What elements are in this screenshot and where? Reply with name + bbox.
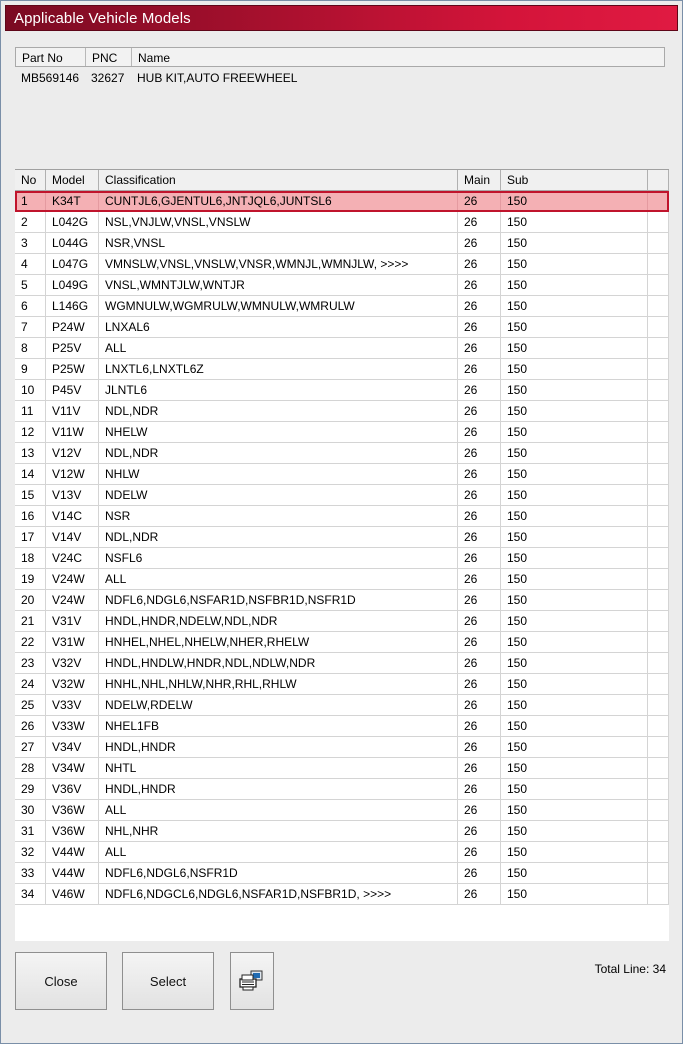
row-classification-cell: VNSL,WMNTJLW,WNTJR [99, 275, 458, 295]
row-model-cell: V12W [46, 464, 99, 484]
row-classification-cell: NDFL6,NDGL6,NSFR1D [99, 863, 458, 883]
row-model-cell: P24W [46, 317, 99, 337]
row-classification-cell: HNDL,HNDR [99, 737, 458, 757]
row-classification-cell: NDL,NDR [99, 401, 458, 421]
row-no-cell: 30 [15, 800, 46, 820]
row-model-cell: V31V [46, 611, 99, 631]
row-no-cell: 15 [15, 485, 46, 505]
row-main-cell: 26 [458, 338, 501, 358]
row-model-cell: V44W [46, 863, 99, 883]
row-main-cell: 26 [458, 569, 501, 589]
row-no-cell: 33 [15, 863, 46, 883]
row-classification-cell: NDELW [99, 485, 458, 505]
row-no-cell: 2 [15, 212, 46, 232]
row-model-cell: P25V [46, 338, 99, 358]
row-no-cell: 10 [15, 380, 46, 400]
row-model-cell: V24W [46, 590, 99, 610]
row-sub-cell: 150 [501, 527, 648, 547]
part-name-value: HUB KIT,AUTO FREEWHEEL [137, 71, 298, 85]
window-title: Applicable Vehicle Models [14, 10, 191, 27]
column-header-classification[interactable]: Classification [99, 170, 458, 190]
row-classification-cell: HNDL,HNDLW,HNDR,NDL,NDLW,NDR [99, 653, 458, 673]
row-main-cell: 26 [458, 548, 501, 568]
row-sub-cell: 150 [501, 863, 648, 883]
row-no-cell: 5 [15, 275, 46, 295]
row-no-cell: 29 [15, 779, 46, 799]
row-main-cell: 26 [458, 275, 501, 295]
row-no-cell: 34 [15, 884, 46, 904]
row-filler-cell [648, 632, 669, 652]
row-no-cell: 6 [15, 296, 46, 316]
row-main-cell: 26 [458, 191, 501, 211]
row-main-cell: 26 [458, 296, 501, 316]
row-model-cell: P25W [46, 359, 99, 379]
row-filler-cell [648, 359, 669, 379]
row-main-cell: 26 [458, 380, 501, 400]
row-filler-cell [648, 779, 669, 799]
part-info-row[interactable] [15, 69, 665, 89]
table-header [15, 170, 669, 191]
row-classification-cell: WGMNULW,WGMRULW,WMNULW,WMRULW [99, 296, 458, 316]
part-header-row [15, 47, 665, 67]
row-classification-cell: HNHL,NHL,NHLW,NHR,RHL,RHLW [99, 674, 458, 694]
row-sub-cell: 150 [501, 464, 648, 484]
row-main-cell: 26 [458, 674, 501, 694]
row-main-cell: 26 [458, 506, 501, 526]
row-filler-cell [648, 485, 669, 505]
row-no-cell: 17 [15, 527, 46, 547]
row-classification-cell: VMNSLW,VNSL,VNSLW,VNSR,WMNJL,WMNJLW, >>>> [99, 254, 458, 274]
table-row[interactable] [15, 296, 669, 317]
table-row[interactable] [15, 359, 669, 380]
row-model-cell: V36W [46, 800, 99, 820]
row-classification-cell: NHEL1FB [99, 716, 458, 736]
row-classification-cell: NHLW [99, 464, 458, 484]
row-no-cell: 14 [15, 464, 46, 484]
row-classification-cell: NSR [99, 506, 458, 526]
column-header-no[interactable]: No [15, 170, 46, 190]
row-filler-cell [648, 338, 669, 358]
row-main-cell: 26 [458, 842, 501, 862]
row-sub-cell: 150 [501, 842, 648, 862]
row-sub-cell: 150 [501, 548, 648, 568]
printer-icon [237, 970, 267, 992]
row-main-cell: 26 [458, 422, 501, 442]
row-filler-cell [648, 863, 669, 883]
row-main-cell: 26 [458, 863, 501, 883]
row-classification-cell: HNHEL,NHEL,NHELW,NHER,RHELW [99, 632, 458, 652]
pnc-value: 32627 [91, 71, 125, 85]
row-sub-cell: 150 [501, 800, 648, 820]
close-button[interactable]: Close [15, 952, 107, 1010]
table-row[interactable] [15, 674, 669, 695]
row-sub-cell: 150 [501, 254, 648, 274]
table-row[interactable] [15, 254, 669, 275]
row-main-cell: 26 [458, 212, 501, 232]
row-classification-cell: NHTL [99, 758, 458, 778]
row-model-cell: V34V [46, 737, 99, 757]
table-row[interactable] [15, 884, 669, 905]
table-row[interactable] [15, 233, 669, 254]
row-classification-cell: NDL,NDR [99, 443, 458, 463]
row-sub-cell: 150 [501, 212, 648, 232]
row-main-cell: 26 [458, 716, 501, 736]
row-sub-cell: 150 [501, 758, 648, 778]
row-sub-cell: 150 [501, 884, 648, 904]
row-model-cell: V11W [46, 422, 99, 442]
row-model-cell: V12V [46, 443, 99, 463]
column-header-model[interactable]: Model [46, 170, 99, 190]
row-model-cell: L047G [46, 254, 99, 274]
row-model-cell: V13V [46, 485, 99, 505]
row-sub-cell: 150 [501, 611, 648, 631]
row-model-cell: V33W [46, 716, 99, 736]
table-row[interactable] [15, 863, 669, 884]
row-main-cell: 26 [458, 254, 501, 274]
row-filler-cell [648, 716, 669, 736]
table-row[interactable] [15, 653, 669, 674]
row-no-cell: 20 [15, 590, 46, 610]
row-no-cell: 8 [15, 338, 46, 358]
row-classification-cell: NDELW,RDELW [99, 695, 458, 715]
row-no-cell: 23 [15, 653, 46, 673]
row-main-cell: 26 [458, 653, 501, 673]
row-filler-cell [648, 800, 669, 820]
row-sub-cell: 150 [501, 191, 648, 211]
row-filler-cell [648, 254, 669, 274]
row-model-cell: V44W [46, 842, 99, 862]
table-row[interactable] [15, 485, 669, 506]
column-header-pnc[interactable]: PNC [86, 48, 132, 66]
row-no-cell: 7 [15, 317, 46, 337]
row-main-cell: 26 [458, 821, 501, 841]
row-classification-cell: ALL [99, 842, 458, 862]
row-filler-cell [648, 380, 669, 400]
row-model-cell: V32W [46, 674, 99, 694]
row-model-cell: L146G [46, 296, 99, 316]
row-model-cell: V14C [46, 506, 99, 526]
table-row[interactable] [15, 275, 669, 296]
column-header-sub[interactable]: Sub [501, 170, 648, 190]
row-no-cell: 31 [15, 821, 46, 841]
table-row[interactable] [15, 464, 669, 485]
row-no-cell: 3 [15, 233, 46, 253]
row-sub-cell: 150 [501, 632, 648, 652]
select-button[interactable]: Select [122, 952, 214, 1010]
row-main-cell: 26 [458, 233, 501, 253]
row-sub-cell: 150 [501, 569, 648, 589]
row-main-cell: 26 [458, 632, 501, 652]
row-main-cell: 26 [458, 884, 501, 904]
row-model-cell: V33V [46, 695, 99, 715]
row-classification-cell: NDFL6,NDGCL6,NDGL6,NSFAR1D,NSFBR1D, >>>> [99, 884, 458, 904]
row-classification-cell: HNDL,HNDR [99, 779, 458, 799]
row-sub-cell: 150 [501, 779, 648, 799]
row-classification-cell: NDL,NDR [99, 527, 458, 547]
table-row[interactable] [15, 338, 669, 359]
row-classification-cell: HNDL,HNDR,NDELW,NDL,NDR [99, 611, 458, 631]
row-classification-cell: NSL,VNJLW,VNSL,VNSLW [99, 212, 458, 232]
table-row[interactable] [15, 569, 669, 590]
row-sub-cell: 150 [501, 506, 648, 526]
table-row[interactable] [15, 401, 669, 422]
table-row[interactable] [15, 317, 669, 338]
row-main-cell: 26 [458, 317, 501, 337]
row-classification-cell: ALL [99, 569, 458, 589]
table-row[interactable] [15, 212, 669, 233]
row-model-cell: L044G [46, 233, 99, 253]
table-body [15, 191, 669, 905]
row-filler-cell [648, 548, 669, 568]
row-filler-cell [648, 422, 669, 442]
row-filler-cell [648, 317, 669, 337]
row-classification-cell: NSR,VNSL [99, 233, 458, 253]
table-row[interactable] [15, 758, 669, 779]
row-sub-cell: 150 [501, 359, 648, 379]
row-no-cell: 12 [15, 422, 46, 442]
table-row[interactable] [15, 590, 669, 611]
table-row[interactable] [15, 842, 669, 863]
row-main-cell: 26 [458, 737, 501, 757]
row-main-cell: 26 [458, 359, 501, 379]
row-no-cell: 28 [15, 758, 46, 778]
table-row[interactable] [15, 737, 669, 758]
row-model-cell: K34T [46, 191, 99, 211]
row-main-cell: 26 [458, 485, 501, 505]
table-row[interactable] [15, 611, 669, 632]
row-filler-cell [648, 653, 669, 673]
row-filler-cell [648, 443, 669, 463]
part-info-panel [15, 47, 665, 167]
row-filler-cell [648, 695, 669, 715]
row-classification-cell: JLNTL6 [99, 380, 458, 400]
table-row[interactable] [15, 779, 669, 800]
row-model-cell: V34W [46, 758, 99, 778]
table-row[interactable] [15, 821, 669, 842]
table-row[interactable] [15, 506, 669, 527]
row-no-cell: 27 [15, 737, 46, 757]
table-row[interactable] [15, 527, 669, 548]
table-row[interactable] [15, 380, 669, 401]
row-sub-cell: 150 [501, 443, 648, 463]
row-model-cell: V24W [46, 569, 99, 589]
row-sub-cell: 150 [501, 338, 648, 358]
row-no-cell: 22 [15, 632, 46, 652]
row-filler-cell [648, 275, 669, 295]
row-main-cell: 26 [458, 695, 501, 715]
row-no-cell: 21 [15, 611, 46, 631]
row-filler-cell [648, 506, 669, 526]
row-no-cell: 1 [15, 191, 46, 211]
row-filler-cell [648, 569, 669, 589]
row-filler-cell [648, 464, 669, 484]
total-line-label: Total Line: 34 [594, 962, 666, 976]
row-main-cell: 26 [458, 527, 501, 547]
row-no-cell: 13 [15, 443, 46, 463]
row-sub-cell: 150 [501, 401, 648, 421]
row-main-cell: 26 [458, 590, 501, 610]
row-no-cell: 16 [15, 506, 46, 526]
row-filler-cell [648, 737, 669, 757]
print-button[interactable] [230, 952, 274, 1010]
row-main-cell: 26 [458, 443, 501, 463]
row-filler-cell [648, 674, 669, 694]
row-no-cell: 18 [15, 548, 46, 568]
row-model-cell: V31W [46, 632, 99, 652]
row-main-cell: 26 [458, 611, 501, 631]
column-header-part-no[interactable]: Part No [16, 48, 86, 66]
row-model-cell: P45V [46, 380, 99, 400]
table-row[interactable] [15, 695, 669, 716]
column-header-name[interactable]: Name [138, 51, 171, 65]
row-main-cell: 26 [458, 401, 501, 421]
row-model-cell: V46W [46, 884, 99, 904]
column-header-filler [648, 170, 669, 190]
row-model-cell: V24C [46, 548, 99, 568]
row-no-cell: 24 [15, 674, 46, 694]
row-sub-cell: 150 [501, 485, 648, 505]
row-main-cell: 26 [458, 758, 501, 778]
row-sub-cell: 150 [501, 653, 648, 673]
row-no-cell: 4 [15, 254, 46, 274]
part-no-value: MB569146 [21, 71, 80, 85]
row-filler-cell [648, 212, 669, 232]
row-filler-cell [648, 590, 669, 610]
row-no-cell: 26 [15, 716, 46, 736]
row-classification-cell: NDFL6,NDGL6,NSFAR1D,NSFBR1D,NSFR1D [99, 590, 458, 610]
row-no-cell: 32 [15, 842, 46, 862]
row-model-cell: V32V [46, 653, 99, 673]
row-no-cell: 9 [15, 359, 46, 379]
row-filler-cell [648, 191, 669, 211]
table-row[interactable] [15, 800, 669, 821]
row-filler-cell [648, 527, 669, 547]
row-filler-cell [648, 611, 669, 631]
row-sub-cell: 150 [501, 674, 648, 694]
row-classification-cell: NHELW [99, 422, 458, 442]
row-classification-cell: NSFL6 [99, 548, 458, 568]
row-model-cell: V11V [46, 401, 99, 421]
row-classification-cell: CUNTJL6,GJENTUL6,JNTJQL6,JUNTSL6 [99, 191, 458, 211]
table-row[interactable] [15, 716, 669, 737]
row-filler-cell [648, 842, 669, 862]
row-no-cell: 25 [15, 695, 46, 715]
row-sub-cell: 150 [501, 590, 648, 610]
table-row[interactable] [15, 422, 669, 443]
table-row[interactable] [15, 548, 669, 569]
row-no-cell: 11 [15, 401, 46, 421]
row-sub-cell: 150 [501, 296, 648, 316]
row-sub-cell: 150 [501, 275, 648, 295]
row-no-cell: 19 [15, 569, 46, 589]
row-sub-cell: 150 [501, 422, 648, 442]
row-filler-cell [648, 884, 669, 904]
row-classification-cell: LNXTL6,LNXTL6Z [99, 359, 458, 379]
row-sub-cell: 150 [501, 380, 648, 400]
vehicle-models-table [15, 169, 669, 941]
row-main-cell: 26 [458, 779, 501, 799]
row-sub-cell: 150 [501, 821, 648, 841]
row-classification-cell: NHL,NHR [99, 821, 458, 841]
row-model-cell: L042G [46, 212, 99, 232]
row-filler-cell [648, 296, 669, 316]
title-bar[interactable] [5, 5, 678, 31]
row-classification-cell: LNXAL6 [99, 317, 458, 337]
row-main-cell: 26 [458, 800, 501, 820]
row-filler-cell [648, 821, 669, 841]
row-main-cell: 26 [458, 464, 501, 484]
table-row[interactable] [15, 632, 669, 653]
row-sub-cell: 150 [501, 695, 648, 715]
row-model-cell: V36W [46, 821, 99, 841]
table-row[interactable] [15, 191, 669, 212]
row-model-cell: V36V [46, 779, 99, 799]
row-sub-cell: 150 [501, 317, 648, 337]
table-row[interactable] [15, 443, 669, 464]
column-header-main[interactable]: Main [458, 170, 501, 190]
row-filler-cell [648, 758, 669, 778]
row-classification-cell: ALL [99, 338, 458, 358]
row-model-cell: L049G [46, 275, 99, 295]
row-model-cell: V14V [46, 527, 99, 547]
row-filler-cell [648, 233, 669, 253]
row-sub-cell: 150 [501, 233, 648, 253]
row-sub-cell: 150 [501, 716, 648, 736]
row-sub-cell: 150 [501, 737, 648, 757]
row-classification-cell: ALL [99, 800, 458, 820]
row-filler-cell [648, 401, 669, 421]
